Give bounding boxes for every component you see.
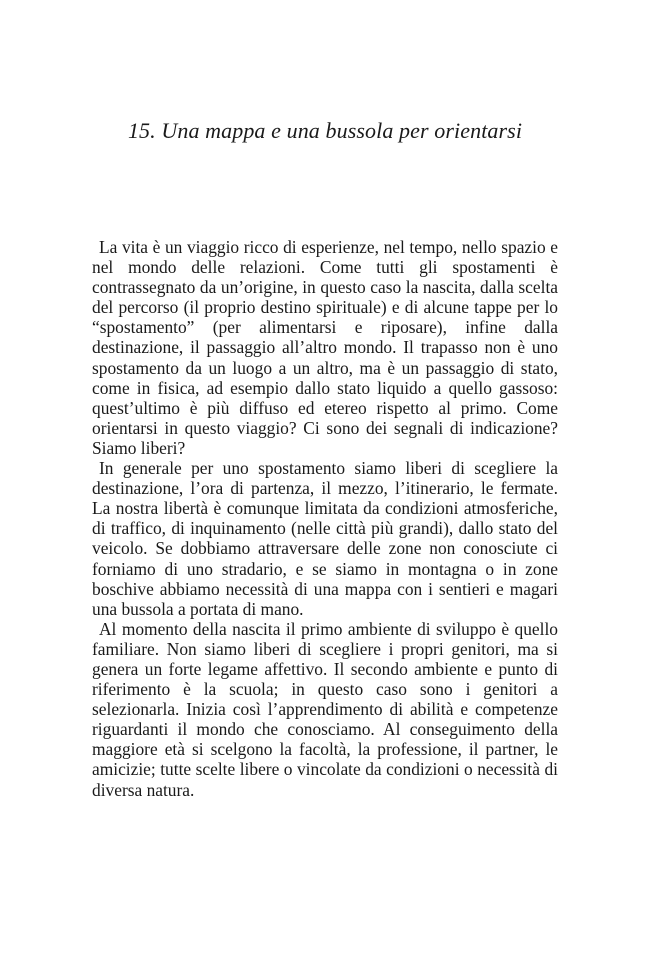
paragraph-3: Al momento della nascita il primo ambiente di sviluppo è quello familiare. Non siamo liberi di scegliere i propri genitori, ma si genera un forte legame affettivo. Il secondo ambiente e punto di riferimento è la scuola; in questo caso sono i genitori a selezionarla. Inizia così l’apprendimento di abilità e competenze riguardanti il mondo che conosciamo. Al conseguimento della maggiore età si scelgono la facoltà, la professione, il partner, le amicizie; tutte scelte libere o vincolate da condizioni o necessità di diversa natura. <box>92 618 558 800</box>
paragraph-2: In generale per uno spostamento siamo liberi di scegliere la destinazione, l’ora di partenza, il mezzo, l’itinerario, le fermate. La nostra libertà è comunque limitata da condizioni atmosferiche, di traffico, di inquinamento (nelle città più grandi), dallo stato del veicolo. Se dobbiamo attraversare delle zone non conosciute ci forniamo di uno stradario, e se siamo in montagna o in zone boschive abbiamo necessità di una mappa con i sentieri e magari una bussola a portata di mano. <box>92 458 558 619</box>
paragraph-1: La vita è un viaggio ricco di esperienze, nel tempo, nello spazio e nel mondo delle relazioni. Come tutti gli spostamenti è contrassegnato da un’origine, in questo caso la nascita, dalla scelta del percorso (il proprio destino spirituale) e di alcune tappe per lo “spostamento” (per alimentarsi e riposare), infine dalla destinazione, il passaggio all’altro mondo. Il trapasso non è uno spostamento da un luogo a un altro, ma è un passaggio di stato, come in fisica, ad esempio dallo stato liquido a quello gassoso: quest’ultimo è più diffuso ed etereo rispetto al primo. Come orientarsi in questo viaggio? Ci sono dei segnali di indicazione? Siamo liberi? <box>92 237 558 458</box>
chapter-title: 15. Una mappa e una bussola per orientarsi <box>127 118 523 143</box>
chapter-body <box>92 237 558 800</box>
